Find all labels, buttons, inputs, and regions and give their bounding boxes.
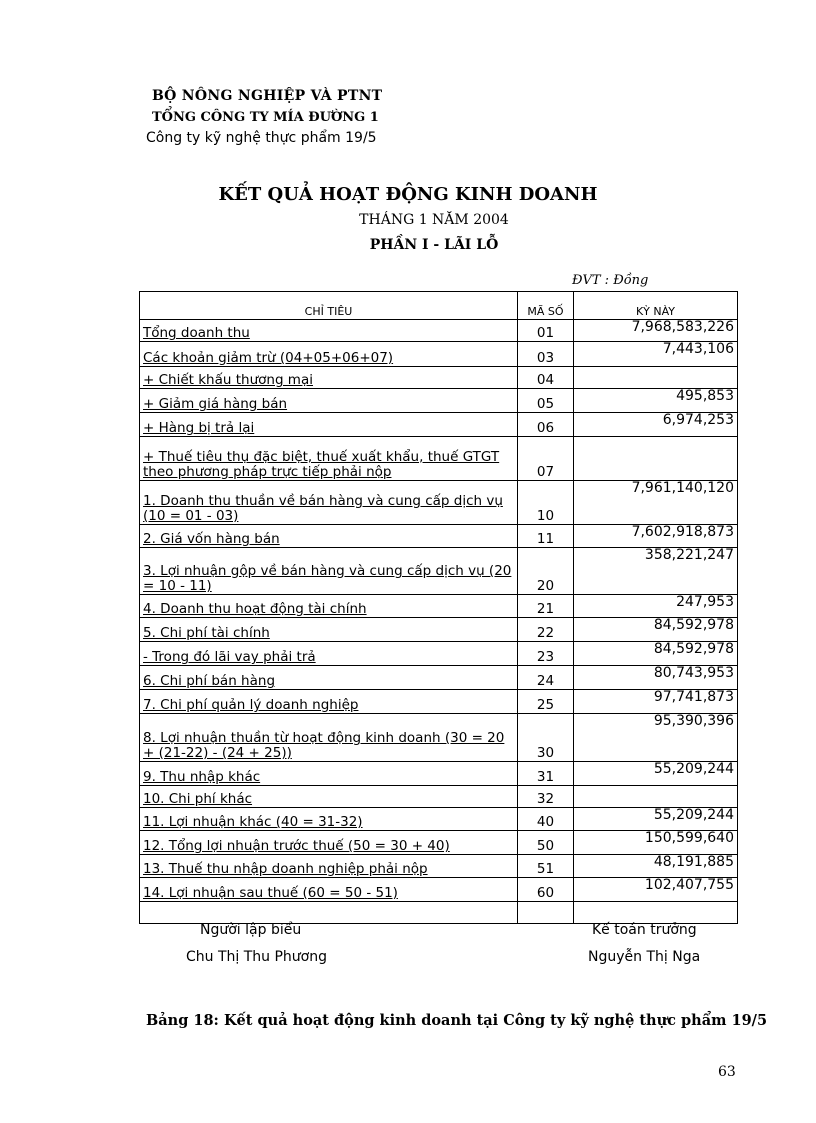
empty-cell — [518, 902, 574, 924]
row-code: 51 — [518, 855, 574, 878]
corporation-name: TỔNG CÔNG TY MÍA ĐƯỜNG 1 — [152, 110, 379, 125]
row-name: 11. Lợi nhuận khác (40 = 31-32) — [140, 808, 518, 831]
row-name: Các khoản giảm trừ (04+05+06+07) — [140, 342, 518, 367]
table-row — [140, 367, 738, 389]
row-name: + Giảm giá hàng bán — [140, 389, 518, 413]
row-name: 6. Chi phí bán hàng — [140, 666, 518, 690]
row-name: Tổng doanh thu — [140, 320, 518, 342]
row-value: 55,209,244 — [574, 808, 738, 831]
table-row — [140, 437, 738, 481]
row-value: 48,191,885 — [574, 855, 738, 878]
row-value: 6,974,253 — [574, 413, 738, 437]
report-title: KẾT QUẢ HOẠT ĐỘNG KINH DOANH — [218, 184, 598, 205]
table-row — [140, 831, 738, 855]
row-code: 40 — [518, 808, 574, 831]
table-row — [140, 808, 738, 831]
row-name: 7. Chi phí quản lý doanh nghiệp — [140, 690, 518, 714]
row-name: 12. Tổng lợi nhuận trước thuế (50 = 30 + 40) — [140, 831, 518, 855]
header-item: CHỈ TIÊU — [140, 292, 518, 320]
table-row — [140, 618, 738, 642]
empty-cell — [574, 902, 738, 924]
empty-cell — [140, 902, 518, 924]
report-part: PHẦN I - LÃI LỖ — [369, 237, 499, 253]
row-value: 7,602,918,873 — [574, 525, 738, 548]
table-row — [140, 714, 738, 762]
row-value: 358,221,247 — [574, 548, 738, 595]
row-value: 7,968,583,226 — [574, 320, 738, 342]
row-name: 5. Chi phí tài chính — [140, 618, 518, 642]
row-code: 24 — [518, 666, 574, 690]
currency-unit: ĐVT : Đồng — [572, 273, 649, 288]
row-code: 30 — [518, 714, 574, 762]
row-value: 7,961,140,120 — [574, 481, 738, 525]
table-row — [140, 666, 738, 690]
row-code: 11 — [518, 525, 574, 548]
row-value: 84,592,978 — [574, 642, 738, 666]
row-value: 80,743,953 — [574, 666, 738, 690]
row-code: 23 — [518, 642, 574, 666]
row-value: 150,599,640 — [574, 831, 738, 855]
row-code: 31 — [518, 762, 574, 786]
row-value — [574, 786, 738, 808]
table-row — [140, 481, 738, 525]
row-value: 97,741,873 — [574, 690, 738, 714]
row-code: 10 — [518, 481, 574, 525]
accountant-title: Kế toán trưởng — [592, 922, 697, 938]
row-code: 03 — [518, 342, 574, 367]
table-header-row — [140, 292, 738, 320]
row-code: 22 — [518, 618, 574, 642]
row-code: 20 — [518, 548, 574, 595]
income-statement-table — [139, 291, 738, 924]
row-value: 55,209,244 — [574, 762, 738, 786]
table-row — [140, 878, 738, 902]
report-period: THÁNG 1 NĂM 2004 — [359, 212, 509, 228]
row-name: 10. Chi phí khác — [140, 786, 518, 808]
row-value: 95,390,396 — [574, 714, 738, 762]
row-code: 06 — [518, 413, 574, 437]
preparer-title: Người lập biểu — [200, 922, 302, 938]
row-name: 4. Doanh thu hoạt động tài chính — [140, 595, 518, 618]
table-caption: Bảng 18: Kết quả hoạt động kinh doanh tại Công ty kỹ nghệ thực phẩm 19/5 — [146, 1012, 768, 1029]
ministry-name: BỘ NÔNG NGHIỆP VÀ PTNT — [152, 88, 383, 104]
row-value: 247,953 — [574, 595, 738, 618]
table-row — [140, 762, 738, 786]
table-row — [140, 389, 738, 413]
header-code: MÃ SỐ — [518, 292, 574, 320]
row-value — [574, 437, 738, 481]
row-code: 21 — [518, 595, 574, 618]
table-row — [140, 595, 738, 618]
row-code: 01 — [518, 320, 574, 342]
table-row — [140, 786, 738, 808]
table-row — [140, 855, 738, 878]
accountant-name: Nguyễn Thị Nga — [588, 949, 701, 965]
row-code: 50 — [518, 831, 574, 855]
row-name: 9. Thu nhập khác — [140, 762, 518, 786]
row-value: 102,407,755 — [574, 878, 738, 902]
table-row — [140, 342, 738, 367]
table-row-empty — [140, 902, 738, 924]
row-code: 04 — [518, 367, 574, 389]
header-period: KỲ NÀY — [574, 292, 738, 320]
row-name: + Chiết khấu thương mại — [140, 367, 518, 389]
row-name: 14. Lợi nhuận sau thuế (60 = 50 - 51) — [140, 878, 518, 902]
row-name: 13. Thuế thu nhập doanh nghiệp phải nộp — [140, 855, 518, 878]
row-value: 7,443,106 — [574, 342, 738, 367]
preparer-name: Chu Thị Thu Phương — [186, 949, 327, 965]
row-code: 07 — [518, 437, 574, 481]
row-code: 60 — [518, 878, 574, 902]
row-name: + Hàng bị trả lại — [140, 413, 518, 437]
row-name: 3. Lợi nhuận gộp về bán hàng và cung cấp dịch vụ (20 = 10 - 11) — [140, 548, 518, 595]
row-name: 8. Lợi nhuận thuần từ hoạt động kinh doanh (30 = 20 + (21-22) - (24 + 25)) — [140, 714, 518, 762]
row-code: 25 — [518, 690, 574, 714]
table-row — [140, 525, 738, 548]
table-row — [140, 642, 738, 666]
table-row — [140, 320, 738, 342]
row-name: - Trong đó lãi vay phải trả — [140, 642, 518, 666]
row-code: 32 — [518, 786, 574, 808]
row-code: 05 — [518, 389, 574, 413]
table-row — [140, 690, 738, 714]
row-value: 84,592,978 — [574, 618, 738, 642]
row-value — [574, 367, 738, 389]
row-name: 1. Doanh thu thuần về bán hàng và cung cấp dịch vụ (10 = 01 - 03) — [140, 481, 518, 525]
row-value: 495,853 — [574, 389, 738, 413]
company-name: Công ty kỹ nghệ thực phẩm 19/5 — [146, 130, 377, 146]
row-name: 2. Giá vốn hàng bán — [140, 525, 518, 548]
table-row — [140, 548, 738, 595]
row-name: + Thuế tiêu thụ đặc biệt, thuế xuất khẩu, thuế GTGT theo phương pháp trực tiếp phải nộp — [140, 437, 518, 481]
page-number: 63 — [718, 1064, 736, 1080]
table-row — [140, 413, 738, 437]
